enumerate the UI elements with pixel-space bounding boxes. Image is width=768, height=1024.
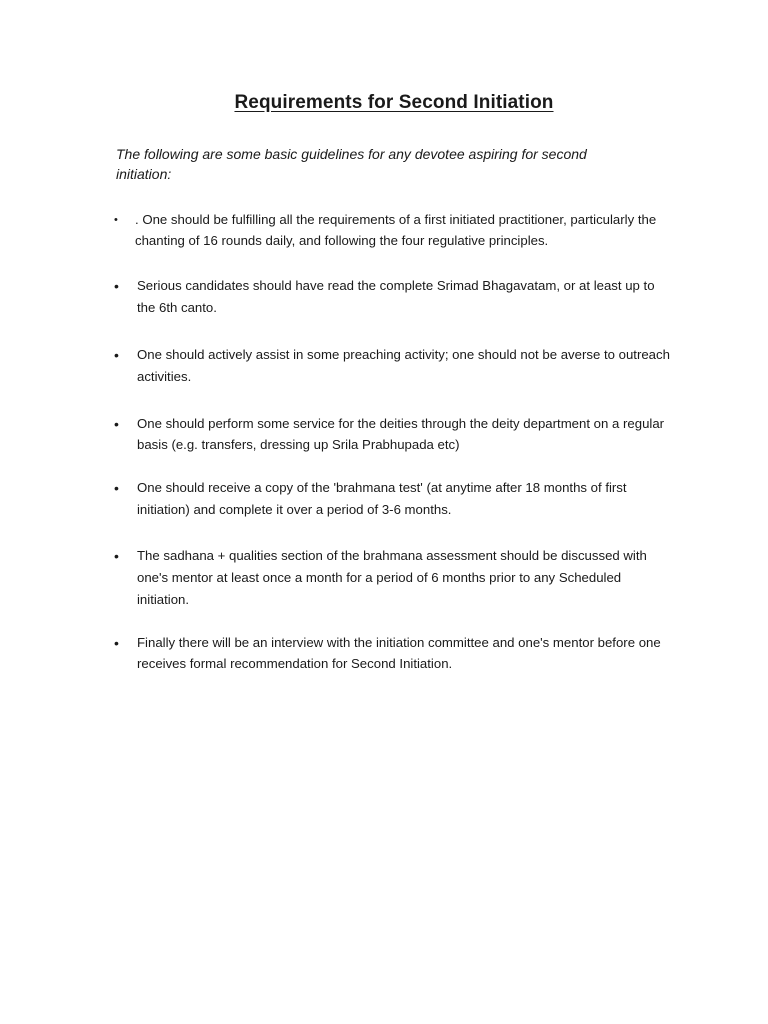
bullet-icon: •: [114, 635, 119, 651]
list-item-text: Finally there will be an interview with the initiation committee and one's mentor before one receives formal recommendation for Second Initiation.: [137, 635, 661, 671]
list-item-text: One should perform some service for the deities through the deity department on a regular basis (e.g. transfers, dressing up Srila Prabhupada etc): [137, 416, 665, 452]
list-item-text: . One should be fulfilling all the requirements of a first initiated practitioner, particularly the chanting of 16 rounds daily, and following the four regulative principles.: [135, 212, 657, 248]
list-item: [114, 344, 674, 388]
intro-paragraph: The following are some basic guidelines for any devotee aspiring for second initiation:: [116, 146, 587, 182]
list-item: [114, 275, 674, 319]
list-item: [114, 633, 674, 674]
bullet-icon: •: [114, 548, 119, 564]
list-item-text: The sadhana + qualities section of the brahmana assessment should be discussed with one's mentor at least once a month for a period of 6 months prior to any Scheduled initiation.: [137, 548, 647, 607]
bullet-icon: •: [114, 480, 119, 496]
list-item: [114, 477, 674, 521]
list-item: [114, 545, 674, 611]
bullet-icon: •: [114, 347, 119, 363]
bullet-icon: •: [114, 278, 119, 294]
bullet-icon: •: [114, 214, 118, 226]
bullet-icon: •: [114, 416, 119, 432]
list-item: [114, 414, 674, 455]
list-item-text: One should actively assist in some preaching activity; one should not be averse to outreach activities.: [137, 347, 670, 384]
list-item-text: Serious candidates should have read the complete Srimad Bhagavatam, or at least up to the 6th canto.: [137, 278, 655, 315]
list-item-text: One should receive a copy of the 'brahmana test' (at anytime after 18 months of first initiation) and complete it over a period of 3-6 months.: [137, 480, 627, 517]
document-title: Requirements for Second Initiation: [234, 92, 554, 113]
list-item: [114, 210, 674, 251]
